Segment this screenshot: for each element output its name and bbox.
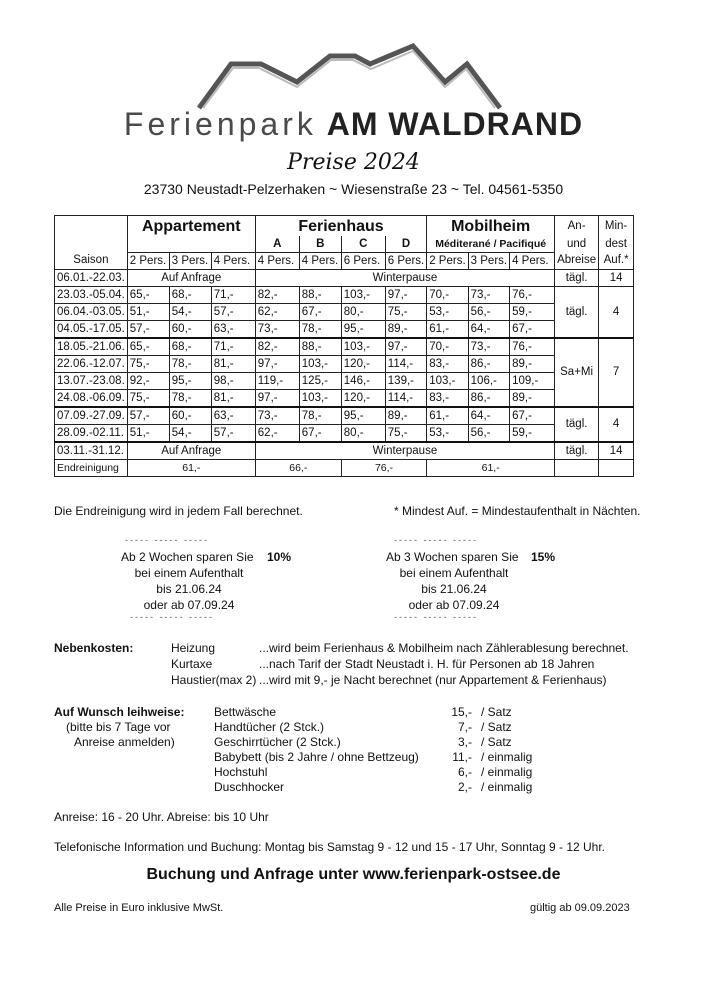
price-cell: 51,- bbox=[127, 304, 169, 321]
price-cell: 54,- bbox=[169, 425, 211, 443]
rental-note-2: Anreise anmelden) bbox=[74, 735, 175, 749]
price-cell: 95,- bbox=[341, 407, 385, 425]
price-cell: 106,- bbox=[468, 373, 509, 390]
rental-item-unit: / einmalig bbox=[481, 780, 533, 794]
phone-hours: Telefonische Information und Buchung: Montag bis Samstag 9 - 12 und 15 - 17 Uhr, Sonntag 9 - 12 Uhr. bbox=[54, 840, 606, 854]
offer-right-percent: 15% bbox=[531, 550, 556, 564]
price-cell: 78,- bbox=[299, 321, 341, 339]
price-cell: 120,- bbox=[341, 390, 385, 408]
price-cell: 62,- bbox=[255, 425, 299, 443]
nebenkosten-item-name: Kurtaxe bbox=[171, 657, 213, 671]
price-cell: 63,- bbox=[211, 407, 255, 425]
price-cell: 75,- bbox=[385, 425, 426, 443]
price-cell: 64,- bbox=[468, 321, 509, 339]
rental-note-1: (bitte bis 7 Tage vor bbox=[66, 720, 171, 734]
season-cell: 24.08.-06.09. bbox=[55, 390, 128, 408]
table-row bbox=[55, 338, 634, 356]
table-row bbox=[55, 373, 634, 390]
price-cell: 82,- bbox=[255, 338, 299, 356]
price-cell: 65,- bbox=[127, 287, 169, 304]
brand-name-bold: AM WALDRAND bbox=[326, 106, 584, 142]
price-cell: 73,- bbox=[255, 407, 299, 425]
price-cell: 76,- bbox=[510, 338, 555, 356]
cleaning-ferienhaus-cd: 76,- bbox=[341, 460, 426, 477]
season-cell: 06.01.-22.03. bbox=[55, 270, 128, 287]
divider-bottom: ----- ----- ----- bbox=[130, 612, 214, 622]
price-cell: 57,- bbox=[127, 321, 169, 339]
col-header: Saison bbox=[55, 253, 128, 270]
season-cell: 18.05.-21.06. bbox=[55, 338, 128, 356]
table-row bbox=[55, 407, 634, 425]
price-cell: 67,- bbox=[510, 321, 555, 339]
season-cell: 28.09.-02.11. bbox=[55, 425, 128, 443]
cleaning-appartement: 61,- bbox=[127, 460, 255, 477]
season-cell: 23.03.-05.04. bbox=[55, 287, 128, 304]
price-cell: 57,- bbox=[211, 425, 255, 443]
arrival-days: tägl. bbox=[555, 287, 599, 339]
divider-top: ----- ----- ----- bbox=[394, 535, 478, 545]
offer-right-line3: bis 21.06.24 bbox=[421, 582, 487, 596]
price-cell: 75,- bbox=[127, 356, 169, 373]
arrival-times: Anreise: 16 - 20 Uhr. Abreise: bis 10 Uhr bbox=[54, 810, 269, 824]
price-cell: 56,- bbox=[468, 304, 509, 321]
rental-item-price: 6,- bbox=[457, 765, 472, 779]
header-anreise-3: Abreise bbox=[555, 253, 599, 270]
price-cell: 103,- bbox=[341, 338, 385, 356]
group-ferienhaus: Ferienhaus bbox=[255, 216, 426, 237]
header-mindest: Min- bbox=[599, 216, 634, 237]
rental-item-name: Handtücher (2 Stck.) bbox=[214, 720, 325, 734]
rental-item-price: 7,- bbox=[457, 720, 472, 734]
nebenkosten-item-text: ...wird mit 9,- je Nacht berechnet (nur Appartement & Ferienhaus) bbox=[259, 673, 607, 687]
table-row bbox=[55, 356, 634, 373]
price-cell: 83,- bbox=[427, 390, 468, 408]
price-cell: 88,- bbox=[299, 338, 341, 356]
rental-item-name: Duschhocker bbox=[214, 780, 285, 794]
price-cell: 65,- bbox=[127, 338, 169, 356]
subgroup-d: D bbox=[385, 236, 426, 253]
price-cell: 78,- bbox=[299, 407, 341, 425]
price-cell: 109,- bbox=[510, 373, 555, 390]
vat-note: Alle Preise in Euro inklusive MwSt. bbox=[54, 902, 224, 914]
season-cell: 13.07.-23.08. bbox=[55, 373, 128, 390]
subgroup-a: A bbox=[255, 236, 299, 253]
booking-link[interactable]: Buchung und Anfrage unter www.ferienpark-ostsee.de bbox=[146, 866, 561, 883]
arrival-days: tägl. bbox=[555, 407, 599, 442]
rental-item-name: Hochstuhl bbox=[214, 765, 268, 779]
rental-item-price: 15,- bbox=[451, 705, 472, 719]
season-cell: 22.06.-12.07. bbox=[55, 356, 128, 373]
price-cell: 103,- bbox=[299, 356, 341, 373]
price-cell: 73,- bbox=[468, 338, 509, 356]
header-anreise-2: und bbox=[555, 236, 599, 253]
col-header: 3 Pers. bbox=[468, 253, 509, 270]
cleaning-note: Die Endreinigung wird in jedem Fall berechnet. bbox=[54, 504, 303, 518]
header-mindest-2: dest bbox=[599, 236, 634, 253]
rental-item-name: Geschirrtücher (2 Stck.) bbox=[214, 735, 341, 749]
offer-left-line2: bei einem Aufenthalt bbox=[134, 566, 244, 580]
rental-item-price: 2,- bbox=[457, 780, 472, 794]
rental-item-price: 3,- bbox=[457, 735, 472, 749]
price-cell: 67,- bbox=[299, 425, 341, 443]
brand-name-light: Ferienpark bbox=[123, 106, 317, 142]
price-cell: 75,- bbox=[385, 304, 426, 321]
price-cell: 59,- bbox=[510, 304, 555, 321]
min-nights: 14 bbox=[599, 442, 634, 460]
price-cell: 146,- bbox=[341, 373, 385, 390]
valid-date: gültig ab 09.09.2023 bbox=[530, 902, 630, 914]
group-appartement: Appartement bbox=[127, 216, 255, 237]
season-cell: 06.04.-03.05. bbox=[55, 304, 128, 321]
rental-item-unit: / einmalig bbox=[481, 765, 533, 779]
appartement-status: Auf Anfrage bbox=[127, 442, 255, 460]
price-cell: 54,- bbox=[169, 304, 211, 321]
price-cell: 60,- bbox=[169, 321, 211, 339]
col-header: 2 Pers. bbox=[427, 253, 468, 270]
price-cell: 57,- bbox=[127, 407, 169, 425]
min-nights: 7 bbox=[599, 338, 634, 407]
price-cell: 81,- bbox=[211, 356, 255, 373]
offer-right-line4: oder ab 07.09.24 bbox=[408, 598, 500, 612]
price-cell: 81,- bbox=[211, 390, 255, 408]
rental-item-price: 11,- bbox=[452, 750, 472, 764]
price-cell: 92,- bbox=[127, 373, 169, 390]
price-cell: 60,- bbox=[169, 407, 211, 425]
col-header: 6 Pers. bbox=[385, 253, 426, 270]
season-cell: 04.05.-17.05. bbox=[55, 321, 128, 339]
price-cell: 103,- bbox=[299, 390, 341, 408]
price-cell: 67,- bbox=[299, 304, 341, 321]
price-cell: 73,- bbox=[468, 287, 509, 304]
rental-label: Auf Wunsch leihweise: bbox=[54, 705, 185, 719]
rental-item-unit: / Satz bbox=[481, 705, 512, 719]
price-cell: 89,- bbox=[385, 321, 426, 339]
price-cell: 51,- bbox=[127, 425, 169, 443]
price-cell: 78,- bbox=[169, 356, 211, 373]
rental-item-unit: / Satz bbox=[481, 720, 512, 734]
divider-bottom: ----- ----- ----- bbox=[394, 612, 478, 622]
col-header: 4 Pers. bbox=[255, 253, 299, 270]
rental-item-unit: / einmalig bbox=[481, 750, 533, 764]
price-cell: 62,- bbox=[255, 304, 299, 321]
season-cell: 03.11.-31.12. bbox=[55, 442, 128, 460]
price-cell: 125,- bbox=[299, 373, 341, 390]
price-cell: 75,- bbox=[127, 390, 169, 408]
price-cell: 63,- bbox=[211, 321, 255, 339]
nebenkosten-item-text: ...nach Tarif der Stadt Neustadt i. H. für Personen ab 18 Jahren bbox=[259, 657, 595, 671]
header-anreise: An- bbox=[555, 216, 599, 237]
brand-title bbox=[0, 106, 707, 143]
min-nights: 14 bbox=[599, 270, 634, 287]
nebenkosten-item-text: ...wird beim Ferienhaus & Mobilheim nach Zählerablesung berechnet. bbox=[259, 641, 629, 655]
price-cell: 59,- bbox=[510, 425, 555, 443]
address-line: 23730 Neustadt-Pelzerhaken ~ Wiesenstraße 23 ~ Tel. 04561-5350 bbox=[143, 181, 564, 197]
winter-status: Winterpause bbox=[255, 270, 554, 287]
price-cell: 114,- bbox=[385, 390, 426, 408]
price-cell: 95,- bbox=[341, 321, 385, 339]
table-row bbox=[55, 321, 634, 339]
price-cell: 103,- bbox=[427, 373, 468, 390]
col-header: 4 Pers. bbox=[510, 253, 555, 270]
page-title: Preise 2024 bbox=[287, 150, 420, 175]
table-row bbox=[55, 390, 634, 408]
price-cell: 56,- bbox=[468, 425, 509, 443]
cleaning-label: Endreinigung bbox=[55, 460, 128, 477]
arrival-days: tägl. bbox=[555, 270, 599, 287]
min-nights: 4 bbox=[599, 407, 634, 442]
price-cell: 61,- bbox=[427, 321, 468, 339]
price-cell: 89,- bbox=[510, 356, 555, 373]
price-cell: 83,- bbox=[427, 356, 468, 373]
price-cell: 78,- bbox=[169, 390, 211, 408]
col-header: 4 Pers. bbox=[211, 253, 255, 270]
price-cell: 57,- bbox=[211, 304, 255, 321]
min-nights: 4 bbox=[599, 287, 634, 339]
price-cell: 53,- bbox=[427, 425, 468, 443]
nebenkosten-label: Nebenkosten: bbox=[54, 641, 134, 655]
nebenkosten-item-name: Haustier(max 2) bbox=[171, 673, 257, 687]
rental-item-name: Bettwäsche bbox=[214, 705, 277, 719]
price-cell: 97,- bbox=[385, 338, 426, 356]
offer-left-line4: oder ab 07.09.24 bbox=[143, 598, 235, 612]
group-mobilheim: Mobilheim bbox=[427, 216, 555, 237]
offer-right-line1: Ab 3 Wochen sparen Sie bbox=[386, 550, 519, 564]
price-cell: 80,- bbox=[341, 304, 385, 321]
cleaning-mobilheim: 61,- bbox=[427, 460, 555, 477]
price-table bbox=[54, 215, 634, 477]
price-cell: 61,- bbox=[427, 407, 468, 425]
price-cell: 67,- bbox=[510, 407, 555, 425]
season-cell: 07.09.-27.09. bbox=[55, 407, 128, 425]
col-header: 4 Pers. bbox=[299, 253, 341, 270]
price-cell: 114,- bbox=[385, 356, 426, 373]
price-cell: 70,- bbox=[427, 287, 468, 304]
price-cell: 68,- bbox=[169, 287, 211, 304]
rental-item-unit: / Satz bbox=[481, 735, 512, 749]
header-mindest-3: Auf.* bbox=[599, 253, 634, 270]
price-cell: 76,- bbox=[510, 287, 555, 304]
table-row bbox=[55, 425, 634, 443]
price-cell: 103,- bbox=[341, 287, 385, 304]
price-cell: 53,- bbox=[427, 304, 468, 321]
table-row bbox=[55, 287, 634, 304]
subgroup-c: C bbox=[341, 236, 385, 253]
table-row bbox=[55, 304, 634, 321]
offer-left-line1: Ab 2 Wochen sparen Sie bbox=[121, 550, 254, 564]
price-cell: 95,- bbox=[169, 373, 211, 390]
price-cell: 71,- bbox=[211, 338, 255, 356]
price-cell: 89,- bbox=[385, 407, 426, 425]
price-cell: 73,- bbox=[255, 321, 299, 339]
price-cell: 139,- bbox=[385, 373, 426, 390]
price-cell: 120,- bbox=[341, 356, 385, 373]
price-cell: 86,- bbox=[468, 390, 509, 408]
roof-logo-icon bbox=[195, 42, 505, 112]
winter-status: Winterpause bbox=[255, 442, 554, 460]
price-cell: 86,- bbox=[468, 356, 509, 373]
nebenkosten-item-name: Heizung bbox=[171, 641, 216, 655]
offer-left-line3: bis 21.06.24 bbox=[156, 582, 222, 596]
price-cell: 97,- bbox=[385, 287, 426, 304]
subgroup-b: B bbox=[299, 236, 341, 253]
price-cell: 71,- bbox=[211, 287, 255, 304]
offer-left-percent: 10% bbox=[267, 550, 292, 564]
col-header: 3 Pers. bbox=[169, 253, 211, 270]
price-cell: 89,- bbox=[510, 390, 555, 408]
min-stay-note: * Mindest Auf. = Mindestaufenthalt in Nächten. bbox=[394, 504, 641, 518]
price-cell: 64,- bbox=[468, 407, 509, 425]
rental-item-name: Babybett (bis 2 Jahre / ohne Bettzeug) bbox=[214, 750, 419, 764]
appartement-status: Auf Anfrage bbox=[127, 270, 255, 287]
divider-top: ----- ----- ----- bbox=[125, 535, 209, 545]
subgroup-mobil: Méditerané / Pacifiqué bbox=[427, 236, 555, 253]
price-cell: 70,- bbox=[427, 338, 468, 356]
offer-right-line2: bei einem Aufenthalt bbox=[399, 566, 509, 580]
arrival-days: Sa+Mi bbox=[555, 338, 599, 407]
price-cell: 97,- bbox=[255, 390, 299, 408]
price-cell: 88,- bbox=[299, 287, 341, 304]
price-cell: 98,- bbox=[211, 373, 255, 390]
price-cell: 80,- bbox=[341, 425, 385, 443]
price-cell: 68,- bbox=[169, 338, 211, 356]
cleaning-ferienhaus-ab: 66,- bbox=[255, 460, 341, 477]
price-cell: 119,- bbox=[255, 373, 299, 390]
col-header: 2 Pers. bbox=[127, 253, 169, 270]
col-header: 6 Pers. bbox=[341, 253, 385, 270]
price-cell: 97,- bbox=[255, 356, 299, 373]
price-cell: 82,- bbox=[255, 287, 299, 304]
arrival-days: tägl. bbox=[555, 442, 599, 460]
